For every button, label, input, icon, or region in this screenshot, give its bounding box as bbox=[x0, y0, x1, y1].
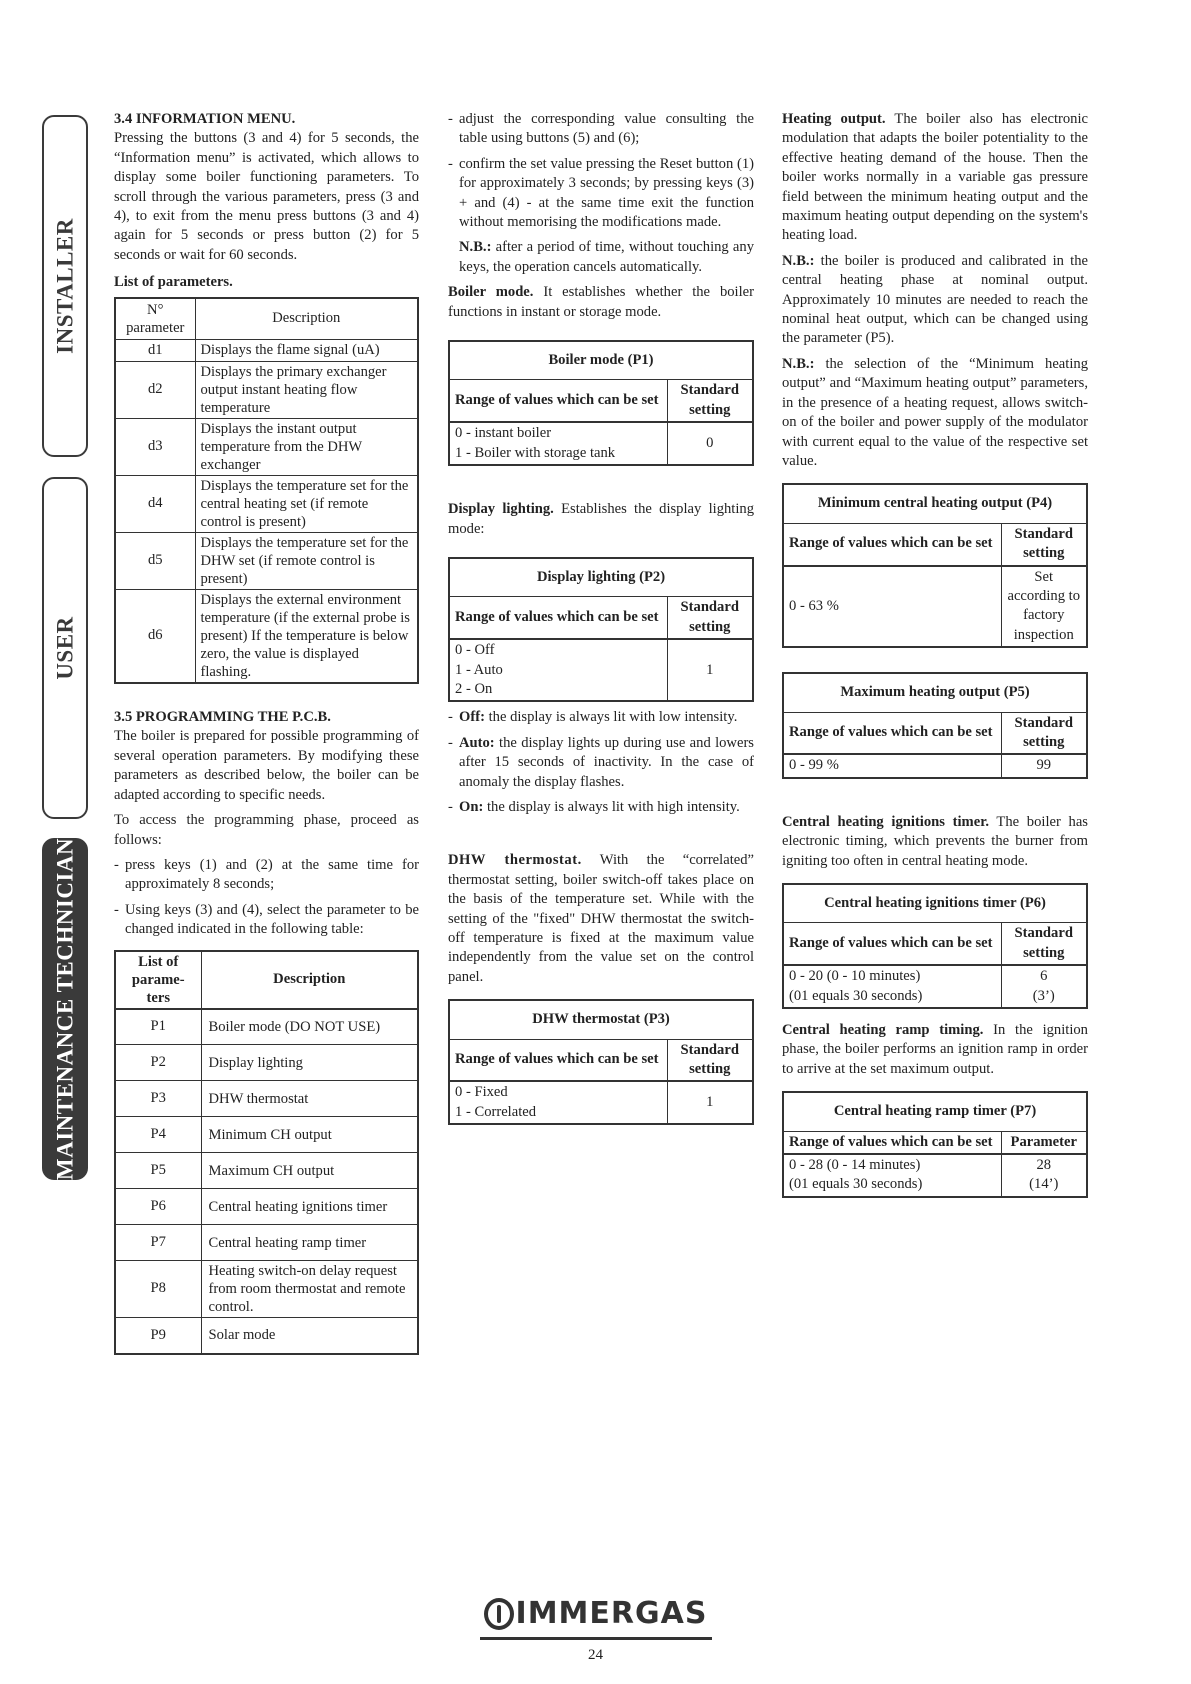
column-header-description: Description bbox=[201, 951, 418, 1009]
standard-header: Standard setting bbox=[667, 380, 753, 422]
setting-value-row bbox=[783, 566, 1087, 648]
display-note-off bbox=[448, 708, 754, 727]
parameter-id: d5 bbox=[115, 533, 195, 590]
standard-value: Set according to factory inspection bbox=[1001, 566, 1087, 648]
parameter-id: d6 bbox=[115, 590, 195, 684]
setting-table bbox=[448, 557, 754, 702]
parameter-description: Displays the external environment temperature (if the external probe is present) If the temperature is below zero, the value is displayed flashing. bbox=[195, 590, 418, 684]
display-note-auto bbox=[448, 734, 754, 792]
heating-output-paragraph bbox=[782, 110, 1088, 246]
min-heating-output-table bbox=[782, 483, 1088, 648]
table-row bbox=[115, 1045, 418, 1081]
logo-text: IMMERGAS bbox=[515, 1596, 708, 1632]
parameter-id: P6 bbox=[115, 1189, 201, 1225]
range-value: 0 - 28 (0 - 14 minutes) (01 equals 30 seconds) bbox=[783, 1154, 1001, 1197]
parameter-description: Display lighting bbox=[201, 1045, 418, 1081]
setting-title-row bbox=[449, 558, 753, 597]
range-header: Range of values which can be set bbox=[783, 923, 1001, 965]
ramp-timing-label: Central heating ramp timing. bbox=[782, 1022, 984, 1039]
tab-installer-label: INSTALLER bbox=[52, 218, 78, 354]
column-right bbox=[782, 110, 1088, 1198]
ramp-timing-text: In the ignition phase, the boiler performs an ignition ramp in order to arrive at the set maximum output. bbox=[782, 1022, 1088, 1077]
dhw-thermostat-table bbox=[448, 999, 754, 1125]
immergas-logo bbox=[484, 1598, 708, 1630]
boiler-mode-label: Boiler mode. bbox=[448, 284, 534, 301]
table-row bbox=[115, 1318, 418, 1354]
standard-value: 6 (3’) bbox=[1001, 965, 1087, 1008]
parameter-id: P4 bbox=[115, 1117, 201, 1153]
table-header-row bbox=[115, 298, 418, 340]
parameter-description: Heating switch-on delay request from room thermostat and remote control. bbox=[201, 1261, 418, 1318]
boiler-mode-paragraph bbox=[448, 283, 754, 322]
tab-maintenance-technician[interactable] bbox=[42, 838, 88, 1180]
range-header: Range of values which can be set bbox=[449, 597, 667, 639]
parameter-description: Displays the instant output temperature from the DHW exchanger bbox=[195, 419, 418, 476]
ignition-timer-text: The boiler has electronic timing, which prevents the burner from igniting too often in central heating mode. bbox=[782, 813, 1088, 869]
parameter-description: Displays the primary exchanger output instant heating flow temperature bbox=[195, 362, 418, 419]
setting-header-row bbox=[783, 712, 1087, 754]
display-lighting-table bbox=[448, 557, 754, 702]
setting-value-row bbox=[783, 754, 1087, 777]
parameter-description: Displays the temperature set for the DHW set (if remote control is present) bbox=[195, 533, 418, 590]
display-note-text: the display is always lit with low intensity. bbox=[488, 709, 738, 726]
setting-table bbox=[782, 883, 1088, 1009]
standard-value: 1 bbox=[667, 639, 753, 701]
setting-header-row bbox=[449, 380, 753, 422]
parameter-id: P7 bbox=[115, 1225, 201, 1261]
logo-underline bbox=[480, 1637, 712, 1640]
table-row bbox=[115, 1153, 418, 1189]
table-row bbox=[115, 1117, 418, 1153]
programming-step: - Using keys (3) and (4), select the parameter to be changed indicated in the following table: bbox=[114, 901, 419, 940]
programming-step: - confirm the set value pressing the Reset button (1) for approximately 3 seconds; by pressing keys (3) + and (4) - at the same time exit the function without memorising the modifications made. bbox=[448, 155, 754, 233]
display-note-text: the display is always lit with high intensity. bbox=[486, 798, 740, 815]
setting-title-row bbox=[783, 673, 1087, 712]
table-row bbox=[115, 533, 418, 590]
nb-label: N.B.: bbox=[459, 239, 492, 256]
standard-value: 99 bbox=[1001, 754, 1087, 777]
display-note-text: the display lights up during use and lowers after 15 seconds of inactivity. In the case of anomaly the display flashes. bbox=[459, 734, 754, 790]
standard-header: Standard setting bbox=[1001, 712, 1087, 754]
table-row bbox=[115, 1261, 418, 1318]
setting-table-title: Display lighting (P2) bbox=[449, 558, 753, 597]
nb-text: the selection of the “Minimum heating output” and “Maximum heating output” parameters, in the presence of a heating request, allows switch-on of the boiler and power supply of the modulator with current equal to the value of the respective set value. bbox=[782, 355, 1088, 469]
setting-value-row bbox=[783, 1154, 1087, 1197]
setting-table bbox=[782, 483, 1088, 648]
setting-table-title: DHW thermostat (P3) bbox=[449, 1000, 753, 1039]
setting-table-title: Maximum heating output (P5) bbox=[783, 673, 1087, 712]
range-value: 0 - instant boiler 1 - Boiler with storage tank bbox=[449, 422, 667, 465]
parameter-id: P3 bbox=[115, 1081, 201, 1117]
page-footer bbox=[0, 1598, 1191, 1666]
table-row bbox=[115, 590, 418, 684]
ramp-timer-table bbox=[782, 1091, 1088, 1198]
parameter-list-title: List of parameters. bbox=[114, 274, 233, 291]
range-header: Range of values which can be set bbox=[449, 380, 667, 422]
ignitions-timer-table bbox=[782, 883, 1088, 1009]
range-header: Range of values which can be set bbox=[783, 1131, 1001, 1154]
standard-header: Standard setting bbox=[1001, 523, 1087, 565]
programming-step: - press keys (1) and (2) at the same time for approximately 8 seconds; bbox=[114, 856, 419, 895]
column-left bbox=[114, 110, 419, 1355]
setting-title-row bbox=[449, 1000, 753, 1039]
display-note-on bbox=[448, 798, 754, 817]
setting-header-row bbox=[783, 523, 1087, 565]
table-row bbox=[115, 1081, 418, 1117]
tab-user[interactable] bbox=[42, 477, 88, 819]
standard-header: Standard setting bbox=[667, 1039, 753, 1081]
parameter-id: d4 bbox=[115, 476, 195, 533]
setting-value-row bbox=[449, 422, 753, 465]
setting-table-title: Central heating ramp timer (P7) bbox=[783, 1092, 1087, 1131]
parameter-description: Maximum CH output bbox=[201, 1153, 418, 1189]
range-header: Range of values which can be set bbox=[449, 1039, 667, 1081]
range-header: Range of values which can be set bbox=[783, 523, 1001, 565]
setting-table-title: Boiler mode (P1) bbox=[449, 341, 753, 380]
max-heating-output-table bbox=[782, 672, 1088, 779]
setting-table bbox=[782, 672, 1088, 779]
section-title-information-menu: 3.4 INFORMATION MENU. bbox=[114, 111, 296, 127]
parameter-description: Displays the temperature set for the central heating set (if remote control is present) bbox=[195, 476, 418, 533]
standard-header: Standard setting bbox=[1001, 923, 1087, 965]
standard-value: 0 bbox=[667, 422, 753, 465]
nb-note bbox=[448, 238, 754, 277]
ignition-timer-label: Central heating ignitions timer. bbox=[782, 813, 989, 830]
parameter-id: P2 bbox=[115, 1045, 201, 1081]
column-header-parameter: N° parameter bbox=[115, 298, 195, 340]
column-header-list: List of parame-ters bbox=[115, 951, 201, 1009]
setting-title-row bbox=[449, 341, 753, 380]
setting-header-row bbox=[783, 923, 1087, 965]
setting-table bbox=[782, 1091, 1088, 1198]
standard-value: 1 bbox=[667, 1081, 753, 1124]
setting-value-row bbox=[449, 1081, 753, 1124]
table-row bbox=[115, 476, 418, 533]
programming-step: - adjust the corresponding value consulting the table using buttons (5) and (6); bbox=[448, 110, 754, 149]
programming-parameters-table bbox=[114, 950, 419, 1355]
range-value: 0 - Off 1 - Auto 2 - On bbox=[449, 639, 667, 701]
immergas-logo-icon bbox=[484, 1598, 514, 1630]
parameter-id: d1 bbox=[115, 339, 195, 361]
parameter-description: Central heating ramp timer bbox=[201, 1225, 418, 1261]
column-header-description: Description bbox=[195, 298, 418, 340]
programming-access: To access the programming phase, proceed as follows: bbox=[114, 812, 419, 848]
setting-table bbox=[448, 340, 754, 466]
table-row bbox=[115, 1189, 418, 1225]
dhw-thermostat-text: With the “correlated” thermostat setting, boiler switch-off takes place on the basis of the temperature set. While with the setting of the "fixed" DHW thermostat the switch-off temperature is fixed at the maximum value independently from the value set on the control panel. bbox=[448, 852, 755, 985]
range-value: 0 - 99 % bbox=[783, 754, 1001, 777]
tab-user-label: USER bbox=[52, 616, 78, 680]
dhw-thermostat-paragraph bbox=[448, 851, 754, 987]
parameter-description: Solar mode bbox=[201, 1318, 418, 1354]
range-header: Range of values which can be set bbox=[783, 712, 1001, 754]
parameter-id: P5 bbox=[115, 1153, 201, 1189]
information-menu-intro: Pressing the buttons (3 and 4) for 5 seconds, the “Information menu” is activated, which allows to display some boiler functioning parameters. To scroll through the various parameters, press (3 and 4), to exit from the menu press buttons (3 and 4) again for 5 seconds or press button (2) for 5 seconds or wait for 60 seconds. bbox=[114, 130, 419, 263]
standard-header: Standard setting bbox=[667, 597, 753, 639]
programming-intro: The boiler is prepared for possible programming of several operation parameters. By modifying these parameters as described below, the boiler can be adapted according to specific needs. bbox=[114, 728, 419, 803]
ignition-timer-paragraph bbox=[782, 813, 1088, 871]
display-note-label: Auto: bbox=[459, 734, 495, 751]
parameter-description: Minimum CH output bbox=[201, 1117, 418, 1153]
nb-label: N.B.: bbox=[782, 355, 815, 372]
boiler-mode-table bbox=[448, 340, 754, 466]
table-row bbox=[115, 419, 418, 476]
dhw-thermostat-label: DHW thermostat. bbox=[448, 852, 582, 869]
range-value: 0 - 20 (0 - 10 minutes) (01 equals 30 seconds) bbox=[783, 965, 1001, 1008]
boiler-mode-text: It establishes whether the boiler functions in instant or storage mode. bbox=[448, 284, 754, 320]
display-note-label: Off: bbox=[459, 709, 485, 726]
parameter-id: P1 bbox=[115, 1009, 201, 1045]
setting-header-row bbox=[449, 597, 753, 639]
range-value: 0 - Fixed 1 - Correlated bbox=[449, 1081, 667, 1124]
parameter-id: P8 bbox=[115, 1261, 201, 1318]
column-middle bbox=[448, 110, 754, 1125]
setting-table bbox=[448, 999, 754, 1125]
setting-value-row bbox=[783, 965, 1087, 1008]
setting-title-row bbox=[783, 1092, 1087, 1131]
tab-maintenance-label: MAINTENANCE TECHNICIAN bbox=[52, 837, 78, 1181]
parameter-description: Boiler mode (DO NOT USE) bbox=[201, 1009, 418, 1045]
nb-text: the boiler is produced and calibrated in the central heating phase at nominal output. Approximately 10 minutes are needed to reach the nominal heat output, which can be changed using the parameter (P5). bbox=[782, 252, 1088, 347]
setting-value-row bbox=[449, 639, 753, 701]
ramp-timing-paragraph bbox=[782, 1021, 1088, 1079]
nb-note bbox=[782, 355, 1088, 471]
nb-note bbox=[782, 252, 1088, 349]
table-row bbox=[115, 339, 418, 361]
nb-text: after a period of time, without touching any keys, the operation cancels automatically. bbox=[459, 239, 754, 275]
parameter-description: Displays the flame signal (uA) bbox=[195, 339, 418, 361]
parameter-id: P9 bbox=[115, 1318, 201, 1354]
standard-header: Parameter bbox=[1001, 1131, 1087, 1154]
table-row bbox=[115, 362, 418, 419]
parameter-description: DHW thermostat bbox=[201, 1081, 418, 1117]
setting-title-row bbox=[783, 484, 1087, 523]
parameter-description: Central heating ignitions timer bbox=[201, 1189, 418, 1225]
range-value: 0 - 63 % bbox=[783, 566, 1001, 648]
display-lighting-text: Establishes the display lighting mode: bbox=[448, 501, 754, 537]
table-row bbox=[115, 1225, 418, 1261]
parameter-id: d2 bbox=[115, 362, 195, 419]
setting-title-row bbox=[783, 884, 1087, 923]
setting-header-row bbox=[449, 1039, 753, 1081]
parameter-id: d3 bbox=[115, 419, 195, 476]
setting-table-title: Minimum central heating output (P4) bbox=[783, 484, 1087, 523]
table-header-row bbox=[115, 951, 418, 1009]
display-lighting-label: Display lighting. bbox=[448, 501, 554, 518]
standard-value: 28 (14’) bbox=[1001, 1154, 1087, 1197]
display-lighting-paragraph bbox=[448, 500, 754, 539]
page-number: 24 bbox=[588, 1647, 603, 1664]
setting-header-row bbox=[783, 1131, 1087, 1154]
heating-output-label: Heating output. bbox=[782, 111, 886, 127]
tab-installer[interactable] bbox=[42, 115, 88, 457]
heating-output-text: The boiler also has electronic modulation that adapts the boiler potentiality to the effective heating demand of the house. Then the boiler works normally in a variable gas pressure field between the minimum heating output and the maximum heating output depending on the system's heating load. bbox=[782, 111, 1088, 244]
nb-label: N.B.: bbox=[782, 252, 815, 269]
info-parameters-table bbox=[114, 297, 419, 684]
section-title-programming: 3.5 PROGRAMMING THE P.C.B. bbox=[114, 709, 331, 726]
setting-table-title: Central heating ignitions timer (P6) bbox=[783, 884, 1087, 923]
table-row bbox=[115, 1009, 418, 1045]
display-note-label: On: bbox=[459, 798, 484, 815]
